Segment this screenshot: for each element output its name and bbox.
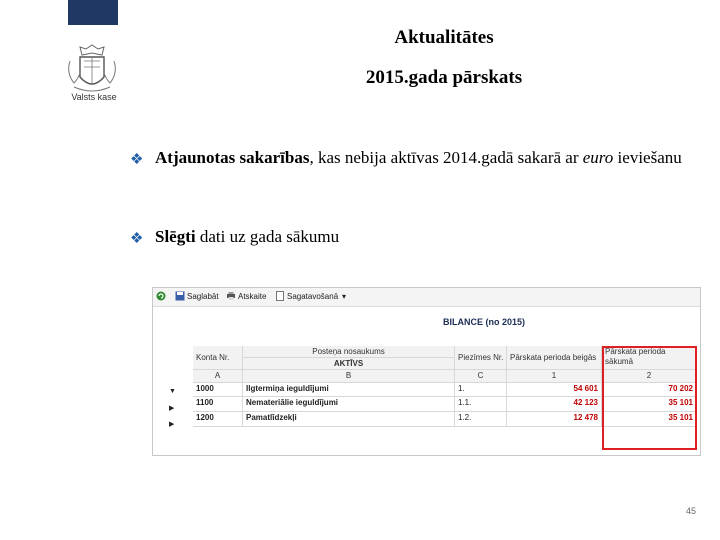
letter-b: B xyxy=(243,370,455,383)
row-2-start[interactable]: 35 101 xyxy=(602,397,697,412)
header-sakums: Pārskata perioda sākumā xyxy=(602,346,697,370)
refresh-icon[interactable] xyxy=(156,291,166,301)
app-toolbar xyxy=(153,288,700,307)
print-icon[interactable] xyxy=(226,291,236,301)
logo-text: Valsts kase xyxy=(71,92,117,102)
letter-2: 2 xyxy=(602,370,697,383)
bullet-1-text: , kas nebija aktīvas 2014.gadā sakarā ar xyxy=(309,148,583,167)
collapse-arrow-icon[interactable]: ▼ xyxy=(169,388,176,395)
row-1-name: Ilgtermiņa ieguldījumi xyxy=(243,383,455,397)
chevron-down-icon[interactable]: ▾ xyxy=(342,292,347,301)
expand-arrow-icon[interactable]: ▶ xyxy=(169,421,175,428)
row-1-end[interactable]: 54 601 xyxy=(507,383,602,397)
row-1-piez: 1. xyxy=(455,383,507,397)
page-subtitle: 2015.gada pārskats xyxy=(365,67,523,88)
highlight-box xyxy=(602,346,697,450)
report-title: BILANCE (no 2015) xyxy=(443,317,526,327)
bullet-1-text-end: ieviešanu xyxy=(613,148,682,167)
diamond-bullet-icon: ❖ xyxy=(130,231,144,247)
row-2-konta: 1100 xyxy=(193,397,243,412)
letter-c: C xyxy=(455,370,507,383)
row-2-end[interactable]: 42 123 xyxy=(507,397,602,412)
header-konta: Konta Nr. xyxy=(193,346,243,370)
save-icon[interactable] xyxy=(175,291,185,301)
header-nosaukums: Posteņa nosaukums xyxy=(243,346,455,358)
bullet-2-bold: Slēgti xyxy=(155,227,196,246)
row-2-name: Nemateriālie ieguldījumi xyxy=(243,397,455,412)
bullet-1-bold: Atjaunotas sakarības xyxy=(155,148,310,167)
row-3-end[interactable]: 12 478 xyxy=(507,412,602,427)
save-button[interactable]: Saglabāt xyxy=(187,292,219,301)
letter-a: A xyxy=(193,370,243,383)
row-1-start[interactable]: 70 202 xyxy=(602,383,697,397)
diamond-bullet-icon: ❖ xyxy=(130,152,144,168)
bullet-2-text: dati uz gada sākumu xyxy=(195,227,340,246)
row-3-piez: 1.2. xyxy=(455,412,507,427)
header-aktivs: AKTĪVS xyxy=(243,358,455,370)
app-screenshot xyxy=(152,287,701,456)
row-3-start[interactable]: 35 101 xyxy=(602,412,697,427)
bullet-1-italic: euro xyxy=(582,148,614,167)
header-beigas: Pārskata perioda beigās xyxy=(507,346,602,370)
row-2-piez: 1.1. xyxy=(455,397,507,412)
expand-arrow-icon[interactable]: ▶ xyxy=(169,405,175,412)
prepare-dropdown[interactable]: Sagatavošanā xyxy=(287,292,339,301)
report-button[interactable]: Atskaite xyxy=(238,292,267,301)
row-3-name: Pamatlīdzekļi xyxy=(243,412,455,427)
letter-1: 1 xyxy=(507,370,602,383)
page-title: Aktualitātes xyxy=(394,27,494,48)
top-accent-bar xyxy=(68,0,118,25)
page-number: 45 xyxy=(686,506,697,516)
row-3-konta: 1200 xyxy=(193,412,243,427)
row-1-konta: 1000 xyxy=(193,383,243,397)
header-piezimes: Piezīmes Nr. xyxy=(455,346,507,370)
document-icon[interactable] xyxy=(275,291,285,301)
